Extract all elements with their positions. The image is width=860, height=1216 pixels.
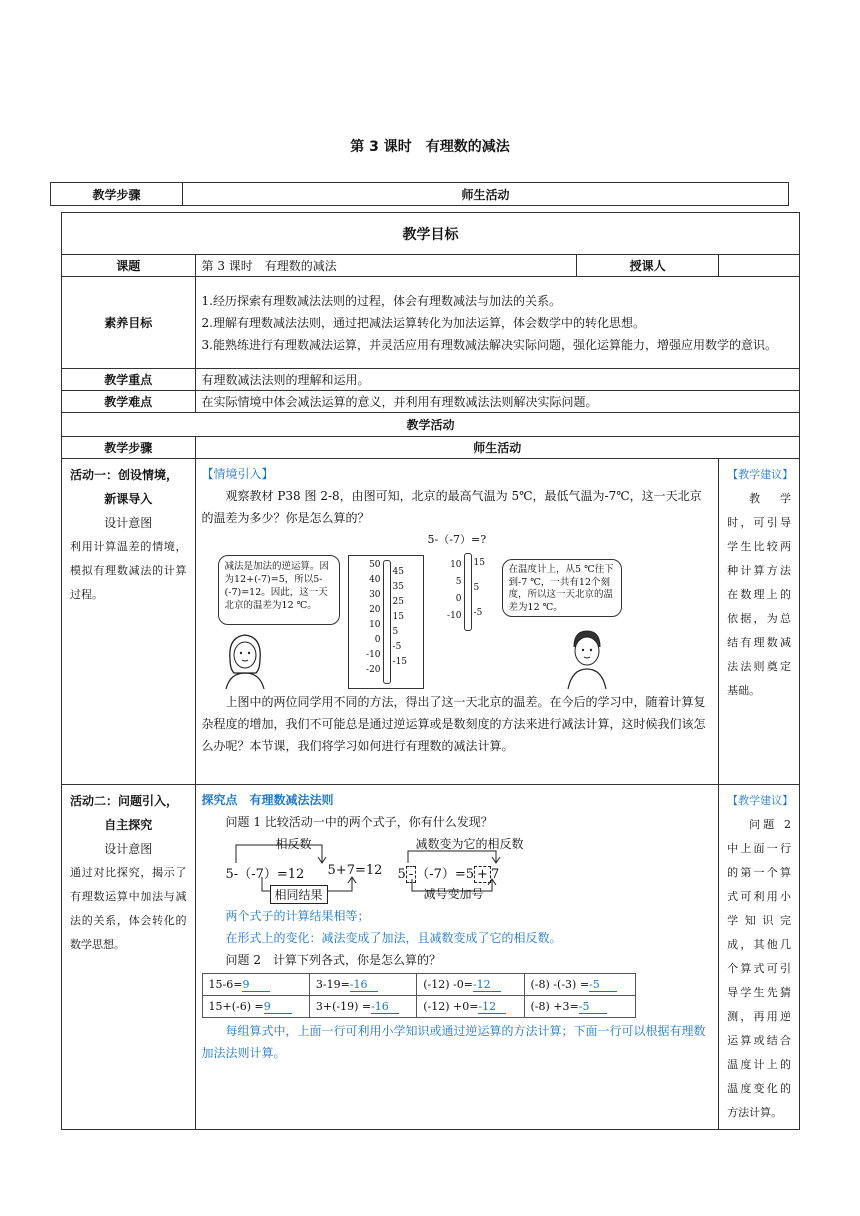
thermometer-tick-label: 0	[455, 594, 462, 604]
activity2-name-line1: 活动二：问题引入，	[70, 794, 179, 808]
exercise-cell	[202, 974, 309, 996]
thermometer-tick-label: 15	[392, 612, 404, 622]
activity1-formula: 5-（-7）=?	[427, 533, 487, 546]
eq3-plus-box: +	[474, 866, 491, 883]
header-steps: 教学步骤	[51, 183, 183, 206]
exercise-cell	[309, 996, 416, 1018]
thermometer-2	[436, 551, 502, 635]
equation-3	[398, 863, 500, 882]
activity1-advice-tag: 【教学建议】	[727, 468, 794, 481]
activity1-advice-cell	[719, 459, 800, 785]
difficulty-label: 教学难点	[62, 391, 196, 413]
thermometer-figure	[202, 551, 713, 691]
thermometer-tick-label: -10	[447, 611, 462, 621]
exercise-row	[202, 974, 635, 996]
label-to-opposite: 减数变为它的相反数	[415, 837, 524, 851]
activity2-step-cell	[62, 785, 196, 1130]
activity2-q2: 问题 2 计算下列各式，你是怎么算的？	[225, 953, 441, 967]
thermometer-tick-label: 10	[450, 560, 462, 570]
comparison-diagram	[202, 833, 713, 905]
speech-bubble-right: 在温度计上，从5 ℃往下到-7 ℃，一共有12个刻度，所以这一天北京的温差为12 ℃。	[502, 559, 622, 617]
exercise-table	[202, 973, 636, 1018]
goals-header: 教学目标	[62, 213, 800, 255]
eq3-part-a: 5	[397, 867, 406, 882]
literacy-goals	[195, 277, 799, 369]
expr: 15+(-6) =	[208, 999, 264, 1013]
equation-2: 5+7=12	[327, 863, 383, 878]
top-header-table	[50, 182, 789, 206]
literacy-item-3: 3.能熟练进行有理数减法运算，并灵活应用有理数减法解决实际问题，强化运算能力，增强应用数学的意识。	[201, 337, 777, 352]
answer: 9	[264, 1000, 292, 1014]
expr: (-12) +0=	[423, 999, 479, 1013]
answer: -5	[579, 1000, 607, 1014]
expr: 3+(-19) =	[315, 999, 372, 1013]
exercise-cell	[417, 996, 524, 1018]
label-minus-to-plus: 减号变加号	[423, 887, 484, 901]
exercise-cell	[202, 996, 309, 1018]
eq3-part-c: 7	[490, 867, 500, 882]
activities-label: 师生活动	[195, 437, 799, 459]
expr: 15-6=	[208, 977, 243, 991]
exercise-cell	[524, 996, 635, 1018]
key-label: 教学重点	[62, 369, 196, 391]
exercise-cell	[417, 974, 524, 996]
expr: (-8) -(-3) =	[530, 977, 590, 991]
activity1-intent-label: 设计意图	[104, 516, 153, 530]
thermometer-tick-label: -15	[392, 657, 408, 667]
exercise-cell	[524, 974, 635, 996]
activity2-intent-text: 通过对比探究，揭示了有理数运算中加法与减法的关系，体会转化的数学思想。	[70, 866, 187, 951]
activity1-para2: 上图中的两位同学用不同的方法，得出了这一天北京的温差。在今后的学习中，随着计算复杂程度的增加，我们不可能总是通过逆运算或是数刻度的方法来进行减法计算，这时候我们该怎么办呢？本节课，我们将学习如何进行有理数的减法计算。	[201, 695, 706, 753]
thermometer-tick-label: 10	[369, 620, 381, 630]
exercise-row	[202, 996, 635, 1018]
thermometer-tick-label: 45	[392, 567, 404, 577]
literacy-label: 素养目标	[62, 277, 196, 369]
thermometer-tick-label: -5	[392, 642, 402, 652]
thermometer-1	[348, 555, 424, 689]
literacy-item-1: 1.经历探索有理数减法法则的过程，体会有理数减法与加法的关系。	[201, 293, 561, 308]
thermometer-tick-label: 20	[369, 605, 381, 615]
teacher-value	[719, 255, 800, 277]
answer: -12	[473, 978, 501, 992]
thermometer-tick-label: 5	[473, 583, 480, 593]
activity2-name-line2: 自主探究	[104, 818, 153, 832]
activity1-content	[195, 459, 719, 785]
eq3-part-b: （-7）=5	[416, 867, 475, 882]
eq3-minus-box: -	[406, 866, 416, 883]
activity2-content	[195, 785, 719, 1130]
thermometer-tick-label: 5	[392, 627, 399, 637]
activity2-advice-tag: 【教学建议】	[727, 794, 794, 807]
expr: (-8) +3=	[530, 999, 579, 1013]
activity2-intent-label: 设计意图	[104, 842, 153, 856]
thermometer-tick-label: 0	[374, 635, 381, 645]
lesson-value: 第 3 课时 有理数的减法	[195, 255, 577, 277]
label-opposite: 相反数	[275, 837, 312, 851]
activity1-name-line1: 活动一：创设情境，	[70, 468, 179, 482]
thermometer-tick-label: 40	[369, 575, 381, 585]
activity1-step-cell	[62, 459, 196, 785]
expr: (-12) -0=	[423, 977, 473, 991]
thermometer-tick-label: -10	[366, 650, 381, 660]
activity2-answer2: 在形式上的变化：减法变成了加法，且减数变成了它的相反数。	[225, 931, 562, 945]
activity-header: 教学活动	[62, 413, 800, 437]
answer: -16	[350, 978, 378, 992]
answer: 9	[242, 978, 270, 992]
thermometer-tick-label: -5	[473, 608, 483, 618]
activity2-point: 探究点 有理数减法法则	[201, 793, 334, 807]
difficulty-value: 在实际情境中体会减法运算的意义，并利用有理数减法法则解决实际问题。	[195, 391, 799, 413]
activity1-advice-text: 教学时，可引导学生比较两种计算方法在数理上的依据，为总结有理数减法法则奠定基础。	[727, 492, 791, 697]
activity1-para1: 观察教材 P38 图 2-8，由图可知，北京的最高气温为 5℃，最低气温为-7℃，这一天北京的温差为多少？你是怎么算的？	[201, 489, 702, 525]
girl-figure-icon	[220, 629, 270, 689]
thermometer-tick-label: 35	[392, 582, 404, 592]
answer: -5	[589, 978, 617, 992]
steps-label: 教学步骤	[62, 437, 196, 459]
key-value: 有理数减法法则的理解和运用。	[195, 369, 799, 391]
boy-figure-icon	[562, 625, 612, 689]
thermometer-tick-label: 25	[392, 597, 404, 607]
exercise-cell	[309, 974, 416, 996]
lesson-label: 课题	[62, 255, 196, 277]
label-same-result: 相同结果	[270, 885, 328, 904]
answer: -16	[371, 1000, 399, 1014]
thermometer-tick-label: 5	[455, 577, 462, 587]
activity2-advice-cell	[719, 785, 800, 1130]
activity1-name-line2: 新课导入	[104, 492, 153, 506]
activity1-tag: 【情境引入】	[201, 467, 274, 481]
thermometer-tick-label: -20	[366, 665, 381, 675]
literacy-item-2: 2.理解有理数减法法则，通过把减法运算转化为加法运算，体会数学中的转化思想。	[201, 315, 645, 330]
activity1-intent-text: 利用计算温差的情境，模拟有理数减法的计算过程。	[70, 540, 187, 601]
activity2-summary: 每组算式中，上面一行可利用小学知识或通过逆运算的方法计算；下面一行可以根据有理数加法法则计算。	[201, 1024, 706, 1060]
teacher-label: 授课人	[577, 255, 719, 277]
activity2-advice-text: 问题 2 中上面一行的第一个算式可利用小学知识完成，其他几个算式可引导学生先猜测，再用逆运算或结合温度计上的温度变化的方法计算。	[727, 818, 791, 1119]
thermometer-tick-label: 50	[369, 560, 381, 570]
activity2-q1: 问题 1 比较活动一中的两个式子，你有什么发现？	[225, 815, 493, 829]
thermometer-tick-label: 15	[473, 558, 485, 568]
equation-1: 5-（-7）=12	[225, 867, 305, 882]
header-activities: 师生活动	[183, 183, 789, 206]
expr: 3-19=	[315, 977, 350, 991]
speech-bubble-left: 减法是加法的逆运算。因为12+(-7)=5，所以5-(-7)=12。因此，这一天北京的温差为12 ℃。	[218, 555, 340, 625]
answer: -12	[478, 1000, 506, 1014]
thermometer-tick-label: 30	[369, 590, 381, 600]
page-title: 第 3 课时 有理数的减法	[350, 139, 510, 155]
lesson-plan-table	[61, 212, 800, 1130]
activity2-answer1: 两个式子的计算结果相等；	[225, 909, 370, 923]
